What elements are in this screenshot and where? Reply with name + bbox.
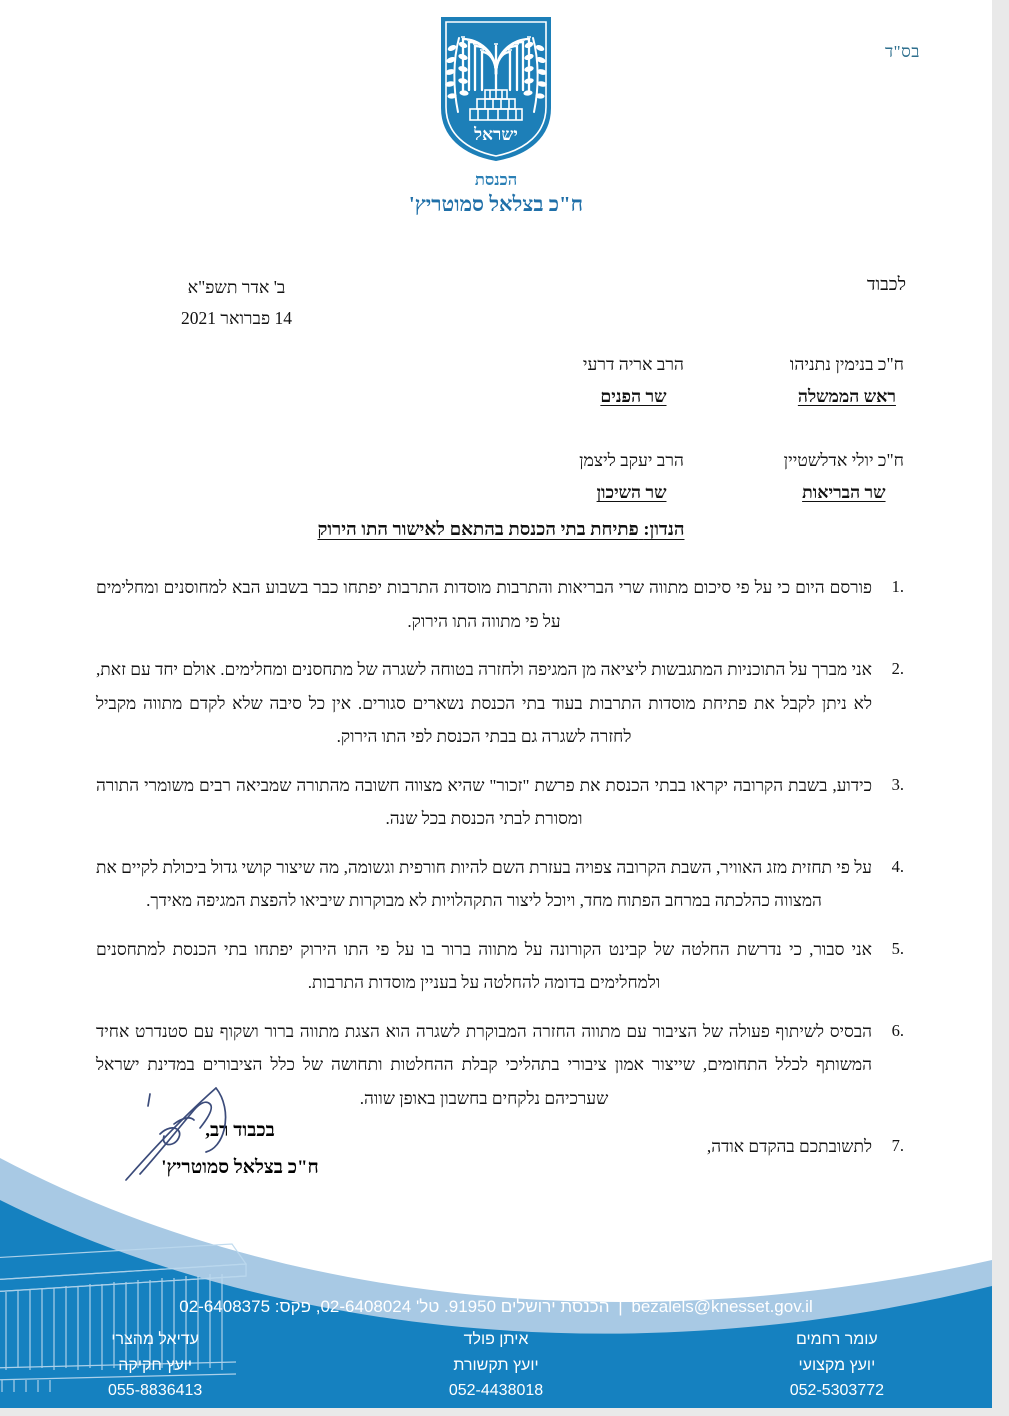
subject-text: פתיחת בתי הכנסת בהתאם לאישור התו הירוק (317, 520, 639, 540)
letterhead-logo-block (0, 12, 992, 217)
contact-role: יועץ תקשורת (453, 1356, 539, 1374)
recipient-title: ראש הממשלה (797, 386, 896, 407)
clause-item: אני מברך על התוכניות המתגבשות ליציאה מן המגיפה ולחזרה בטוחה לשגרה של מתחסנים ומחלימים. אולם יחד עם זאת, לא ניתן לקבל את פתיחת מוסדות התרבות בעוד בתי הכנסת נשארים סגורים. אין כל סיבה שלא לקדם מתווה מקביל לחזרה לשגרה גם בבתי הכנסת לפי התו הירוק. (96, 660, 872, 747)
contact-card (790, 1327, 884, 1404)
closing-salutation: בכבוד רב, (205, 1120, 275, 1141)
footer-separator: | (618, 1297, 623, 1317)
svg-text:ישראל: ישראל (474, 125, 518, 144)
date-hebrew: ב' אדר תשפ"א (187, 277, 286, 297)
clause-item: אני סבור, כי נדרשת החלטה של קבינט הקורונה על מתווה ברור בו על פי התו הירוק יפתחו בתי הכנסת למתחסנים ולמחלימים בדומה להחלטה על בעניין מוסדות התרבות. (96, 939, 872, 993)
page-footer (0, 1140, 992, 1416)
clause-item: על פי תחזית מזג האוויר, השבת הקרובה צפויה בעזרת השם להיות חורפית וגשומה, מה שיצור קושי גדול ביכולת לקיים את המצווה כהלכתה במרחב הפתוח מחד, ויוכל ליצור התקהלויות לא מבוקרות שיביאו להפצת המגיפה מאידך. (96, 857, 872, 911)
subject-line (96, 520, 906, 541)
page-right-margin (992, 0, 1009, 1416)
clause-item: כידוע, בשבת הקרובה יקראו בבתי הכנסת את פרשת "זכור" שהיא מצווה חשובה מהתורה שמביאה רבים משומרי התורה ומסורת לבתי הכנסת בכל שנה. (96, 775, 872, 829)
contact-name: עומר רחמים (795, 1331, 878, 1349)
contact-role: יועץ מקצועי (798, 1356, 876, 1374)
subject-label: הנדון: (643, 520, 685, 540)
footer-text-block (0, 1297, 992, 1416)
recipient-title: שר הבריאות (802, 482, 886, 503)
recipient-title: שר הפנים (600, 386, 667, 407)
clause-item: פורסם היום כי על פי סיכום מתווה שרי הבריאות והתרבות מוסדות התרבות יפתחו כבר בשבוע הבא למחוסנים ומחלימים על פי מתווה התו הירוק. (96, 578, 872, 631)
footer-address-line (0, 1297, 992, 1323)
recipient-name: ח"כ יולי אדלשטיין (783, 450, 904, 470)
recipient-name: הרב יעקב ליצמן (579, 450, 684, 470)
contact-name: איתן פולד (463, 1331, 529, 1349)
recipient-interior-minister (583, 348, 684, 413)
salutation: לכבוד (866, 274, 906, 294)
recipient-name: הרב אריה דרעי (582, 354, 684, 374)
clause-list (96, 571, 906, 1164)
page-bottom-edge (0, 1408, 992, 1416)
israel-state-emblem-icon (437, 12, 555, 164)
organization-name: הכנסת (474, 170, 518, 189)
contact-phone[interactable]: 055-8836413 (108, 1382, 203, 1400)
contact-name: עדיאל מהצרי (111, 1331, 199, 1349)
clause-item: הבסיס לשיתוף פעולה של הציבור עם מתווה החזרה המבוקרת לשגרה הוא הצגת מתווה ברור ושקוף עם סטנדרט אחיד המשותף לכלל התחומים, שייצור אמון ציבורי בתהליכי קבלת ההחלטות ותחושה של כלל הציבורים במדינת ישראל שערכיהם נלקחים בחשבון באופן שווה. (96, 1021, 872, 1108)
contact-role: יועץ חקיקה (118, 1356, 193, 1374)
footer-contacts (0, 1323, 992, 1404)
letterhead (0, 0, 992, 250)
signer-name: ח"כ בצלאל סמוטריץ' (161, 1157, 319, 1179)
recipients-block (96, 348, 906, 503)
letter-body (96, 272, 906, 1179)
recipient-prime-minister (790, 348, 904, 413)
contact-phone[interactable]: 052-4438018 (448, 1382, 544, 1400)
contact-card (108, 1327, 202, 1404)
member-name-heading: ח"כ בצלאל סמוטריץ' (408, 191, 584, 216)
recipient-health-minister (784, 444, 904, 509)
recipient-name: ח"כ בנימין נתניהו (789, 354, 904, 374)
basad-text: בס"ד (885, 42, 920, 61)
date-salutation-row (96, 272, 906, 342)
footer-email[interactable]: bezalels@knesset.gov.il (631, 1297, 813, 1317)
footer-address: הכנסת ירושלים 91950. טל' 02-6408024, פקס: 02-6408375 (179, 1297, 610, 1317)
clause-item: לתשובתכם בהקדם אודה, (706, 1137, 872, 1157)
recipient-housing-minister (579, 444, 684, 509)
date-gregorian: 14 פברואר 2021 (180, 307, 292, 328)
date-block (181, 272, 292, 333)
contact-card (449, 1327, 543, 1404)
contact-phone[interactable]: 052-5303772 (789, 1382, 884, 1400)
recipient-title: שר השיכון (596, 482, 667, 503)
